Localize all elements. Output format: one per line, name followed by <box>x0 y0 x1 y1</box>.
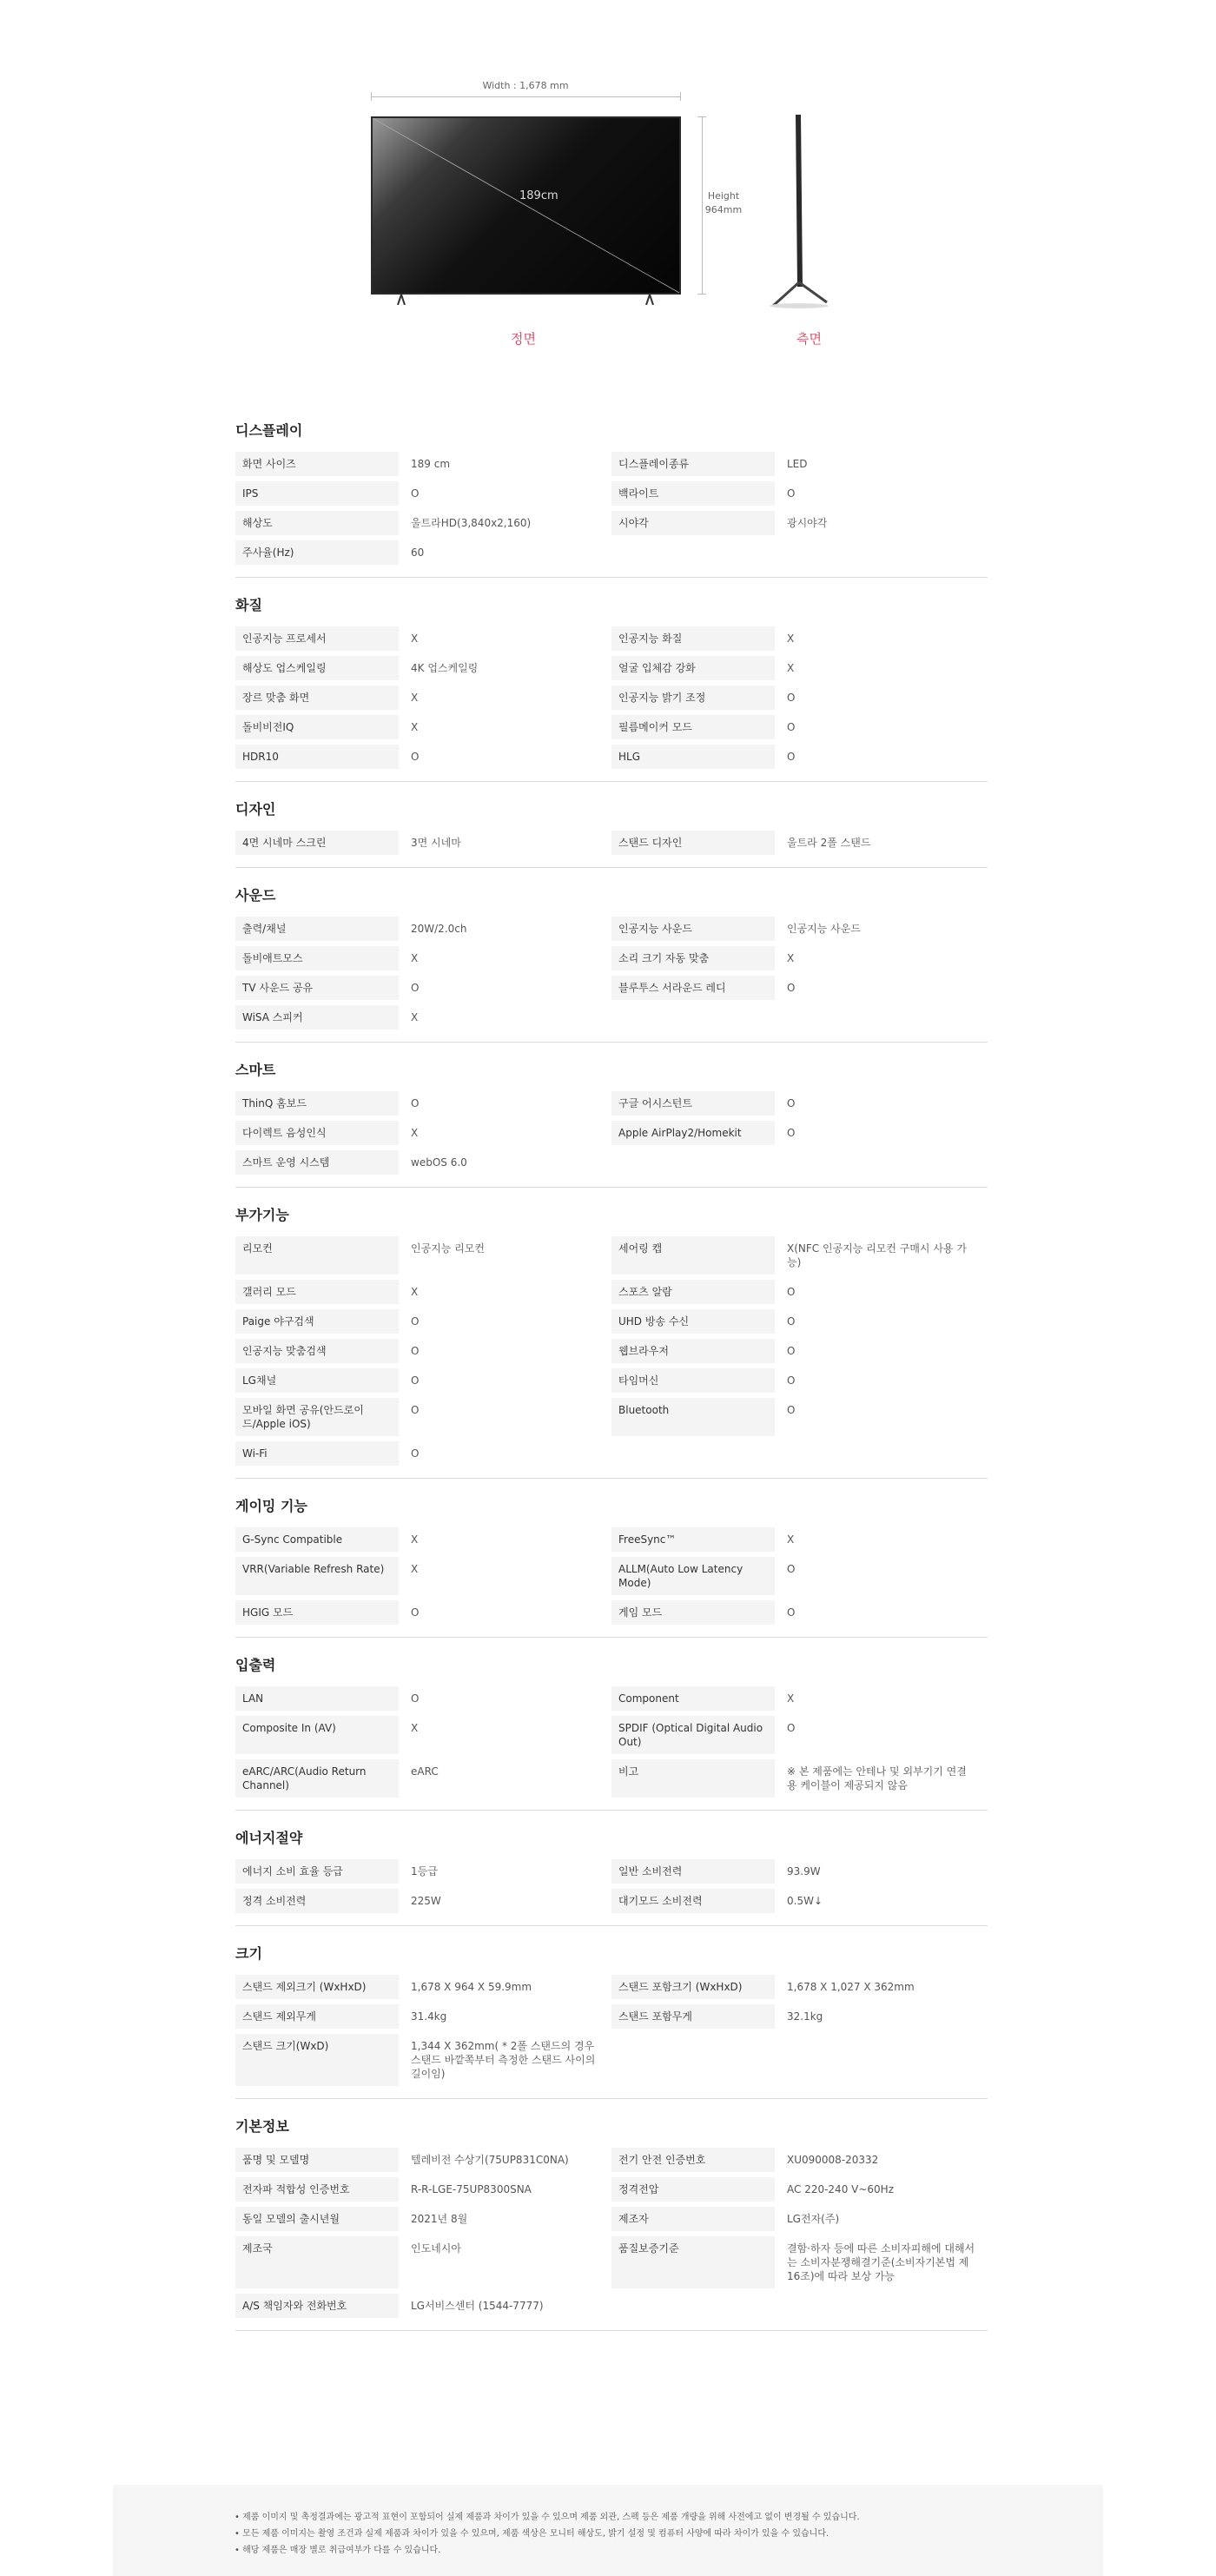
spec-label: 인공지능 사운드 <box>611 917 775 941</box>
spec-label: 갤러리 모드 <box>235 1280 399 1304</box>
spec-section <box>235 1062 988 1188</box>
tv-stand-right <box>644 295 656 305</box>
spec-value <box>775 540 988 565</box>
spec-label: 제조자 <box>611 2207 775 2231</box>
spec-label: 4면 시네마 스크린 <box>235 831 399 855</box>
spec-value: X <box>411 1286 419 1298</box>
spec-label: 소리 크기 자동 맞춤 <box>611 946 775 970</box>
spec-label: 얼굴 입체감 강화 <box>611 656 775 680</box>
section-title: 게이밍 기능 <box>235 1498 307 1514</box>
spec-label: VRR(Variable Refresh Rate) <box>235 1557 399 1595</box>
spec-value: O <box>787 1722 796 1734</box>
spec-label: HGIG 모드 <box>235 1600 399 1625</box>
spec-label: 해상도 <box>235 511 399 535</box>
spec-value: O <box>411 982 420 994</box>
spec-label: ThinQ 홈보드 <box>235 1091 399 1116</box>
spec-value: 189 cm <box>411 458 451 470</box>
height-label <box>702 189 745 217</box>
section-title: 기본정보 <box>235 2118 289 2135</box>
spec-value: X <box>411 632 419 645</box>
spec-label: IPS <box>235 481 399 506</box>
spec-value: O <box>787 487 796 500</box>
spec-value: 4K 업스케일링 <box>411 662 479 674</box>
spec-value: 1,678 X 964 X 59.9mm <box>411 1981 532 1993</box>
spec-value: O <box>787 1345 796 1357</box>
spec-value: O <box>787 721 796 733</box>
spec-value: 93.9W <box>787 1865 821 1877</box>
spec-value: 31.4kg <box>411 2010 447 2023</box>
spec-section <box>235 1830 988 1926</box>
spec-value: X <box>411 692 419 704</box>
height-label-value: 964mm <box>704 204 743 215</box>
spec-label: 해상도 업스케일링 <box>235 656 399 680</box>
spec-value: O <box>411 1692 420 1705</box>
spec-value: 225W <box>411 1895 441 1907</box>
spec-label: HDR10 <box>235 745 399 769</box>
spec-value: 울트라 2폴 스탠드 <box>787 837 871 849</box>
spec-value: X <box>787 1692 795 1705</box>
spec-value: X(NFC 인공지능 리모컨 구매시 사용 가능) <box>787 1242 967 1268</box>
spec-value: X <box>787 952 795 964</box>
dimension-tick <box>697 116 706 117</box>
disclaimer-line: • 해당 제품은 매장 별로 취급여부가 다를 수 있습니다. <box>235 2546 441 2555</box>
spec-value: X <box>411 1011 419 1023</box>
section-title: 사운드 <box>235 887 276 904</box>
spec-label: 스포츠 알람 <box>611 1280 775 1304</box>
spec-label: 필름메이커 모드 <box>611 715 775 739</box>
spec-label: 제조국 <box>235 2236 399 2288</box>
spec-label: FreeSync™ <box>611 1527 775 1552</box>
spec-value: O <box>411 1374 420 1387</box>
spec-value: LG전자(주) <box>787 2213 840 2225</box>
spec-value: 32.1kg <box>787 2010 823 2023</box>
spec-grid <box>235 2148 988 2318</box>
spec-value: X <box>411 721 419 733</box>
spec-value: 인공지능 사운드 <box>787 923 861 935</box>
spec-value: O <box>411 1345 420 1357</box>
spec-label: 구글 어시스턴트 <box>611 1091 775 1116</box>
spec-value: 2021년 8월 <box>411 2213 468 2225</box>
spec-value: O <box>787 751 796 763</box>
spec-value: 울트라HD(3,840x2,160) <box>411 517 532 529</box>
spec-value: 1,344 X 362mm( * 2폴 스탠드의 경우 스탠드 바깥쪽부터 측정한 스탠드 사이의 길이임) <box>411 2040 596 2080</box>
spec-label <box>611 540 775 565</box>
spec-label: 스탠드 제외무게 <box>235 2004 399 2029</box>
spec-label: 돌비비전IQ <box>235 715 399 739</box>
spec-section <box>235 1945 988 2099</box>
spec-value: O <box>411 1606 420 1619</box>
spec-value: X <box>787 662 795 674</box>
spec-label: G-Sync Compatible <box>235 1527 399 1552</box>
spec-value: LED <box>787 458 808 470</box>
disclaimer-line: • 제품 이미지 및 촉정결과에는 광고적 표현이 포함되어 실제 제품과 차이가 있을 수 있으며 제품 외관, 스펙 등은 제품 개량을 위해 사전에고 없이 변경될 수 있습니다. <box>235 2513 860 2522</box>
disclaimer-line: • 모든 제품 이미지는 촬영 조건과 실제 제품과 차이가 있을 수 있으며, 제품 색상은 모니터 해상도, 밝기 설정 및 컴퓨터 사양에 따라 차이가 있을 수 있습니다. <box>235 2529 829 2539</box>
spec-label: 돌비애트모스 <box>235 946 399 970</box>
spec-label: 대기모드 소비전력 <box>611 1889 775 1913</box>
spec-label: Composite In (AV) <box>235 1716 399 1754</box>
diagonal-line <box>373 118 679 293</box>
spec-value: X <box>411 952 419 964</box>
width-dimension-line <box>371 96 681 97</box>
spec-label: 비고 <box>611 1759 775 1798</box>
spec-label: 게임 모드 <box>611 1600 775 1625</box>
spec-value: O <box>787 1606 796 1619</box>
spec-label: TV 사운드 공유 <box>235 976 399 1000</box>
spec-value: O <box>787 1097 796 1109</box>
spec-label: 에너지 소비 효율 등급 <box>235 1859 399 1884</box>
spec-label: 출력/채널 <box>235 917 399 941</box>
spec-label: 리모컨 <box>235 1236 399 1275</box>
spec-value: LG서비스센터 (1544-7777) <box>411 2300 544 2312</box>
spec-label: A/S 책임자와 전화번호 <box>235 2294 399 2318</box>
spec-label: 스탠드 디자인 <box>611 831 775 855</box>
spec-value: O <box>787 692 796 704</box>
spec-label: 인공지능 맞춤검색 <box>235 1339 399 1363</box>
spec-label: 블루투스 서라운드 레디 <box>611 976 775 1000</box>
product-dimensions-illustration <box>0 0 1216 400</box>
spec-label: Component <box>611 1686 775 1711</box>
section-title: 크기 <box>235 1945 262 1962</box>
spec-label: SPDIF (Optical Digital Audio Out) <box>611 1716 775 1754</box>
spec-label: 인공지능 화질 <box>611 626 775 651</box>
dimension-tick <box>680 92 681 101</box>
spec-value: R-R-LGE-75UP8300SNA <box>411 2183 532 2195</box>
spec-label: HLG <box>611 745 775 769</box>
front-view-label: 정면 <box>511 331 536 347</box>
spec-label: eARC/ARC(Audio Return Channel) <box>235 1759 399 1798</box>
spec-value: 20W/2.0ch <box>411 923 467 935</box>
section-title: 스마트 <box>235 1062 276 1078</box>
spec-value: 1등급 <box>411 1865 438 1877</box>
spec-label: 동일 모델의 출시년월 <box>235 2207 399 2231</box>
height-label-title: Height <box>707 190 740 202</box>
spec-value: X <box>411 1533 419 1546</box>
spec-grid <box>235 452 988 565</box>
tv-front-image <box>371 116 681 295</box>
spec-grid <box>235 917 988 1030</box>
dimension-tick <box>697 294 706 295</box>
spec-label: 장르 맞춤 화면 <box>235 685 399 710</box>
spec-label: 전기 안전 인증번호 <box>611 2148 775 2172</box>
spec-label: 품질보증기준 <box>611 2236 775 2288</box>
spec-value: O <box>411 751 420 763</box>
spec-label: 스탠드 제외크기 (WxHxD) <box>235 1975 399 1999</box>
spec-label: 디스플레이종류 <box>611 452 775 476</box>
spec-label <box>611 1441 775 1466</box>
spec-label: 스탠드 포함무게 <box>611 2004 775 2029</box>
spec-grid <box>235 1975 988 2086</box>
spec-value: O <box>411 1315 420 1328</box>
dimension-tick <box>371 92 372 101</box>
spec-value: ※ 본 제품에는 안테나 및 외부기기 연결용 케이블이 제공되지 않음 <box>787 1765 967 1791</box>
spec-grid <box>235 626 988 769</box>
section-title: 입출력 <box>235 1657 276 1673</box>
spec-section <box>235 597 988 782</box>
spec-value: O <box>411 1097 420 1109</box>
spec-grid <box>235 831 988 855</box>
spec-value <box>775 1441 988 1466</box>
spec-value: 텔레비전 수상기(75UP831C0NA) <box>411 2154 569 2166</box>
spec-value: O <box>411 487 420 500</box>
spec-label: 인공지능 프로세서 <box>235 626 399 651</box>
spec-value: 광시야각 <box>787 517 828 529</box>
spec-label <box>611 1005 775 1030</box>
spec-label <box>611 2034 775 2086</box>
spec-label: 시야각 <box>611 511 775 535</box>
spec-label: 다이렉트 음성인식 <box>235 1121 399 1145</box>
disclaimer-notes <box>113 2485 1103 2576</box>
spec-grid <box>235 1859 988 1913</box>
section-title: 화질 <box>235 597 262 613</box>
spec-value <box>775 1005 988 1030</box>
section-title: 디스플레이 <box>235 422 303 439</box>
spec-value: 인공지능 리모컨 <box>411 1242 485 1255</box>
spec-section <box>235 1498 988 1638</box>
spec-label: Wi-Fi <box>235 1441 399 1466</box>
spec-label: LAN <box>235 1686 399 1711</box>
section-title: 부가기능 <box>235 1207 289 1223</box>
spec-section <box>235 887 988 1043</box>
spec-value: O <box>787 1315 796 1328</box>
spec-value: O <box>787 1127 796 1139</box>
spec-label: 일반 소비전력 <box>611 1859 775 1884</box>
spec-label: 스탠드 포함크기 (WxHxD) <box>611 1975 775 1999</box>
spec-grid <box>235 1686 988 1798</box>
spec-value <box>775 1150 988 1175</box>
spec-value <box>775 2034 988 2086</box>
spec-label: Apple AirPlay2/Homekit <box>611 1121 775 1145</box>
spec-section <box>235 801 988 868</box>
spec-section <box>235 1207 988 1479</box>
tv-stand-left <box>395 295 407 305</box>
spec-value: O <box>787 1563 796 1575</box>
spec-value: O <box>787 1374 796 1387</box>
spec-value: O <box>411 1404 420 1416</box>
spec-value: O <box>787 982 796 994</box>
spec-label: LG채널 <box>235 1368 399 1393</box>
side-view-label: 측면 <box>796 331 822 347</box>
spec-label: Bluetooth <box>611 1398 775 1436</box>
spec-value: XU090008-20332 <box>787 2154 879 2166</box>
spec-label: 세어링 캡 <box>611 1236 775 1275</box>
spec-value: X <box>787 632 795 645</box>
spec-value: eARC <box>411 1765 439 1778</box>
spec-value: 0.5W↓ <box>787 1895 823 1907</box>
spec-value: O <box>411 1447 420 1460</box>
spec-section <box>235 1657 988 1811</box>
spec-grid <box>235 1527 988 1625</box>
spec-value: X <box>787 1533 795 1546</box>
spec-value: X <box>411 1127 419 1139</box>
spec-label: WiSA 스피커 <box>235 1005 399 1030</box>
section-title: 디자인 <box>235 801 276 818</box>
diagonal-label: 189cm <box>519 189 558 202</box>
spec-section <box>235 422 988 578</box>
spec-grid <box>235 1091 988 1175</box>
spec-value: 인도네시아 <box>411 2242 461 2255</box>
spec-value: X <box>411 1722 419 1734</box>
spec-value: 60 <box>411 546 425 559</box>
spec-label: 타임머신 <box>611 1368 775 1393</box>
spec-sheet <box>235 422 988 2350</box>
spec-value: O <box>787 1286 796 1298</box>
spec-label: 화면 사이즈 <box>235 452 399 476</box>
spec-label <box>611 1150 775 1175</box>
spec-label: 스탠드 크기(WxD) <box>235 2034 399 2086</box>
spec-value <box>775 2294 988 2318</box>
spec-label: 정격전압 <box>611 2177 775 2202</box>
spec-label: 인공지능 밝기 조정 <box>611 685 775 710</box>
spec-value: O <box>787 1404 796 1416</box>
width-label: Width : 1,678 mm <box>482 80 569 91</box>
spec-label: 웹브라우저 <box>611 1339 775 1363</box>
section-title: 에너지절약 <box>235 1830 303 1846</box>
spec-label: ALLM(Auto Low Latency Mode) <box>611 1557 775 1595</box>
spec-label: 모바일 화면 공유(안드로이드/Apple iOS) <box>235 1398 399 1436</box>
spec-label: 정격 소비전력 <box>235 1889 399 1913</box>
spec-value: X <box>411 1563 419 1575</box>
spec-label: 주사율(Hz) <box>235 540 399 565</box>
spec-section <box>235 2118 988 2331</box>
spec-label: 스마트 운영 시스템 <box>235 1150 399 1175</box>
spec-label: 백라이트 <box>611 481 775 506</box>
spec-grid <box>235 1236 988 1466</box>
spec-value: AC 220-240 V~60Hz <box>787 2183 894 2195</box>
spec-label: 전자파 적합성 인증번호 <box>235 2177 399 2202</box>
spec-label: UHD 방송 수신 <box>611 1309 775 1334</box>
spec-value: 1,678 X 1,027 X 362mm <box>787 1981 915 1993</box>
spec-value: 3면 시네마 <box>411 837 461 849</box>
tv-side-image <box>764 113 851 313</box>
spec-label <box>611 2294 775 2318</box>
spec-value: webOS 6.0 <box>411 1156 467 1169</box>
spec-label: Paige 야구검색 <box>235 1309 399 1334</box>
spec-value: 결함·하자 등에 따른 소비자피해에 대해서는 소비자분쟁해결기준(소비자기본법 제16조)에 따라 보상 가능 <box>787 2242 975 2282</box>
spec-label: 품명 및 모델명 <box>235 2148 399 2172</box>
